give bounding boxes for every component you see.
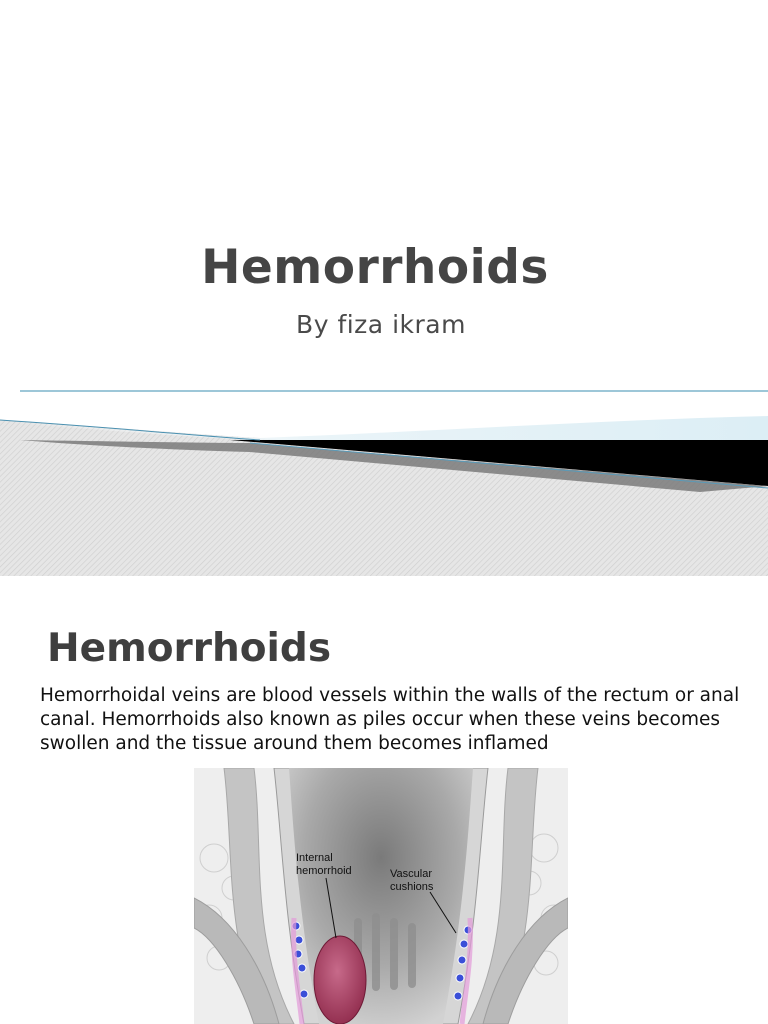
slide-subtitle: By fiza ikram (296, 310, 466, 339)
internal-hemorrhoid-label: Internal hemorrhoid (296, 852, 352, 877)
vascular-cushions-label: Vascular cushions (390, 868, 434, 893)
decorative-wave-band (0, 380, 768, 576)
slide-body-text: Hemorrhoidal veins are blood vessels within the walls of the rectum or anal canal. Hemorrhoids also known as piles occur when these veins becomes swollen and the tissue around them becomes inflamed (40, 685, 740, 754)
content-slide (0, 576, 768, 1024)
rectum-anatomy-drawing (194, 768, 568, 1024)
anatomy-illustration (194, 768, 568, 1024)
slide-title: Hemorrhoids (47, 626, 332, 671)
slide-title: Hemorrhoids (201, 240, 549, 295)
